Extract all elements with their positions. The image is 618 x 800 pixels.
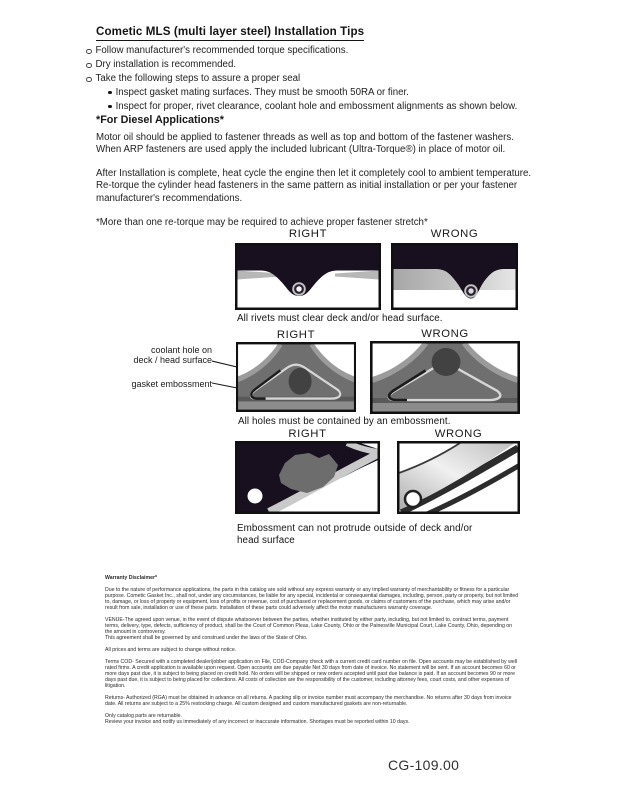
- list-item: [86, 44, 552, 58]
- tip-text: Inspect for proper, rivet clearance, coolant hole and embossment alignments as shown below.: [115, 101, 518, 112]
- list-item: [86, 72, 552, 86]
- open-bullet-icon: [86, 49, 92, 55]
- gasket-embossment-pointer-label: gasket embossment: [131, 379, 212, 389]
- row2-caption: All holes must be contained by an embossment.: [238, 416, 451, 427]
- warranty-disclaimer-block: [105, 575, 519, 730]
- diagram-rivet-right: [235, 243, 381, 310]
- legal-paragraph: Review your invoice and notify us immediately of any incorrect or inaccurate information. Shortages must be reported within 10 days.: [105, 718, 410, 725]
- row2-right-label: RIGHT: [276, 329, 316, 341]
- row2-wrong-label: WRONG: [421, 328, 469, 340]
- legal-paragraph: Terms COD- Secured with a completed dealer/jobber application on File, COD-Company check with a current credit card number on file. Open accounts may be established by well rated firms. A credit application is available upon request. Open accounts are due payable Net 30 days from date of invoice. No statement will be sent. If an account becomes 60 or more days past due, it is subject to being placed on credit hold. No orders will be shipped or new orders accepted until past due balance is paid. If an account becomes 90 or more days past due, it is subject to being placed for collections. All costs of collection are the responsibility of the customer, including attorney fees, court costs, and other expenses of litigation.: [105, 658, 518, 690]
- diesel-paragraph-2: After Installation is complete, heat cycle the engine then let it completely cool to ambient temperature. Re-torque the cylinder head fasteners in the same pattern as initial installation or per your fastener manufacturer's recommendations.: [96, 168, 532, 204]
- legal-paragraph: This agreement shall be governed by and construed under the laws of the State of Ohio.: [105, 635, 308, 642]
- coolant-hole-pointer-label: coolant hole on deck / head surface: [133, 345, 212, 365]
- list-item: [108, 100, 552, 114]
- legal-header: Warranty Disclaimer*: [105, 575, 157, 581]
- legal-paragraph: Only catalog parts are returnable.: [105, 712, 182, 719]
- legal-paragraph: Returns- Authorized (RGA) must be obtained in advance on all returns. A packing slip or invoice number must accompany the merchandise. No returns after 30 days from invoice date. All returns are subject to a 25% restocking charge. All custom designed and custom manufactured gaskets are non-returnable.: [105, 694, 512, 707]
- legal-paragraph: All prices and terms are subject to change without notice.: [105, 647, 237, 654]
- list-item: [86, 58, 552, 72]
- filled-bullet-icon: [108, 105, 112, 109]
- list-item: [108, 86, 552, 100]
- legal-paragraph: Due to the nature of performance applications, the parts in this catalog are sold without any express warranty or any implied warranty of merchantability or fitness for a particular purpose. Cometic Gasket Inc., shall not, under any circumstances, be liable for any special, incidental or consequential damages, including, person, party or property, but not limited to, damage, or loss of property or equipment, loss of profits or revenue, cost of purchased or replacement goods, or claims of customers of the purchase, which may arise and/or result from sale, installation or use of these parts. Installation of these parts could adversely affect the motor manufacturers warranty coverage.: [105, 587, 519, 612]
- page-code: CG-109.00: [388, 757, 460, 773]
- diesel-paragraph-1: Motor oil should be applied to fastener threads as well as top and bottom of the fastener washers. When ARP fasteners are used apply the included lubricant (Ultra-Torque®) in place of motor oil.: [96, 132, 514, 156]
- row3-caption: Embossment can not protrude outside of deck and/or head surface: [237, 523, 473, 546]
- diagram-rivet-wrong: [391, 243, 518, 310]
- row3-wrong-label: WRONG: [434, 428, 483, 440]
- tip-text: Inspect gasket mating surfaces. They must be smooth 50RA or finer.: [115, 87, 409, 98]
- installation-tips-list: [86, 44, 552, 114]
- diagram-deck-wrong: [397, 441, 520, 514]
- diagram-embossment-wrong: [370, 341, 520, 414]
- tip-text: Take the following steps to assure a proper seal: [95, 73, 301, 84]
- row1-caption: All rivets must clear deck and/or head surface.: [237, 313, 443, 324]
- open-bullet-icon: [86, 63, 92, 69]
- diesel-heading: *For Diesel Applications*: [96, 114, 224, 126]
- tip-text: Follow manufacturer's recommended torque specifications.: [95, 45, 349, 56]
- diagram-embossment-right: [236, 342, 356, 412]
- filled-bullet-icon: [108, 91, 112, 95]
- open-bullet-icon: [86, 77, 92, 83]
- tip-text: Dry installation is recommended.: [95, 59, 237, 70]
- row1-wrong-label: WRONG: [430, 228, 479, 240]
- diagram-deck-right: [235, 441, 380, 514]
- retorque-note: *More than one re-torque may be required to achieve proper fastener stretch*: [96, 217, 428, 228]
- legal-paragraph: VENUE-The agreed upon venue, in the event of dispute whatsoever between the parties, whether instituted by either party, including, but not limited to, contract terms, payment terms, delivery, type, defects, sufficiency of product, shall be the Court of Common Pleas, Lake County, Ohio or the Painesville Municipal Court, Lake County, Ohio, depending on the amount in controversy.: [105, 617, 513, 636]
- page-title: Cometic MLS (multi layer steel) Installation Tips: [96, 25, 364, 41]
- row3-right-label: RIGHT: [288, 428, 327, 440]
- row1-right-label: RIGHT: [288, 228, 328, 240]
